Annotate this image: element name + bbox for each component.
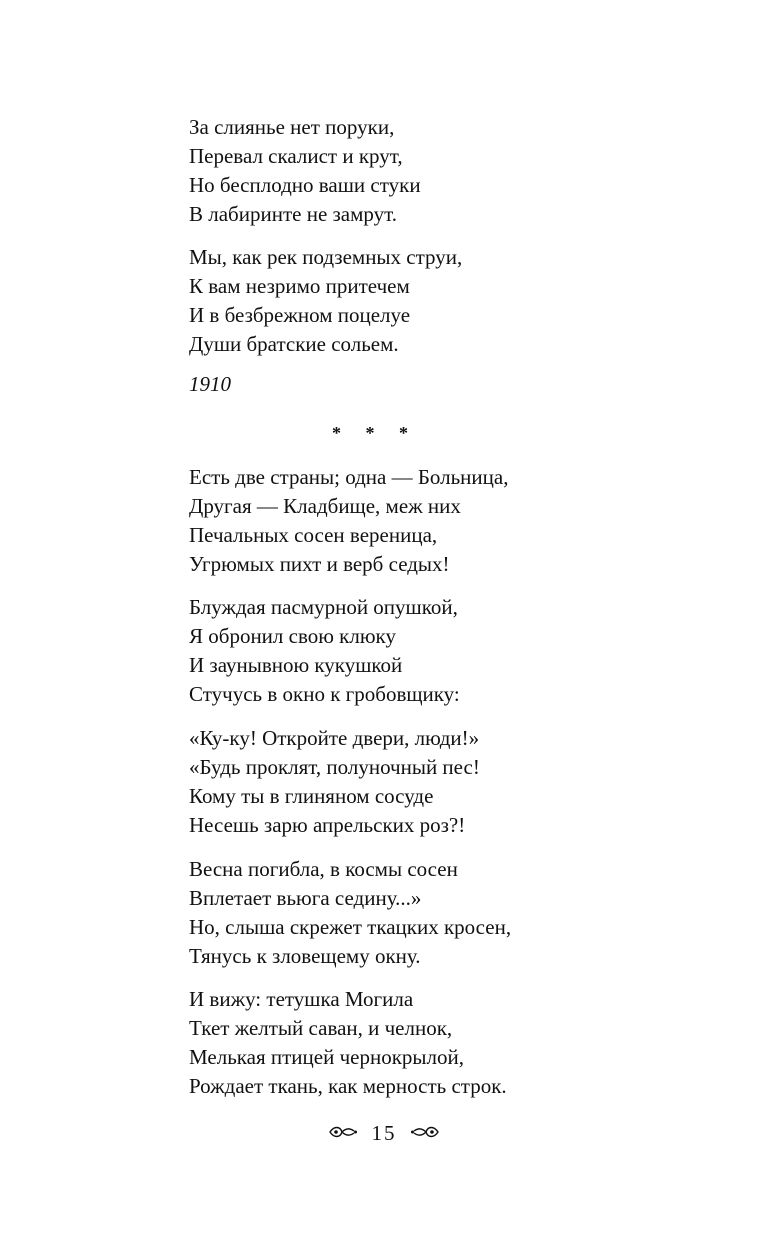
verse-line: Печальных сосен вереница, bbox=[189, 523, 438, 547]
poem-2-stanza-3 bbox=[189, 724, 609, 840]
fleuron-left-icon bbox=[328, 1119, 358, 1148]
poem-1 bbox=[189, 113, 609, 229]
verse-line: Блуждая пасмурной опушкой, bbox=[189, 595, 458, 619]
verse-line: Я обронил свою клюку bbox=[189, 624, 396, 648]
poem-2-stanza-4 bbox=[189, 855, 609, 971]
poem-2-stanza-3-block bbox=[189, 724, 609, 840]
verse-line: И заунывною кукушкой bbox=[189, 653, 403, 677]
verse-line: «Ку-ку! Откройте двери, люди!» bbox=[189, 726, 480, 750]
verse-line: Есть две страны; одна — Больница, bbox=[189, 465, 509, 489]
verse-line: «Будь проклят, полуночный пес! bbox=[189, 755, 480, 779]
poem-2-stanza-2 bbox=[189, 593, 609, 709]
poem-2-stanza-1-block bbox=[189, 463, 609, 579]
verse-line: Несешь зарю апрельских роз?! bbox=[189, 813, 466, 837]
verse-line: К вам незримо притечем bbox=[189, 274, 410, 298]
verse-line: Перевал скалист и крут, bbox=[189, 144, 403, 168]
verse-line: Другая — Кладбище, меж них bbox=[189, 494, 461, 518]
fleuron-right-icon bbox=[410, 1119, 440, 1148]
poem-2-stanza-5-block bbox=[189, 985, 609, 1101]
verse-line: Ткет желтый саван, и челнок, bbox=[189, 1016, 453, 1040]
poem-1-b bbox=[189, 243, 609, 359]
verse-line: Но, слыша скрежет ткацких кросен, bbox=[189, 915, 512, 939]
verse-line: Весна погибла, в космы сосен bbox=[189, 857, 458, 881]
poem-2-stanza-2-block bbox=[189, 593, 609, 709]
verse-line: Стучусь в окно к гробовщику: bbox=[189, 682, 460, 706]
verse-line: Вплетает вьюга седину...» bbox=[189, 886, 422, 910]
poem-1-stanza-1 bbox=[189, 113, 609, 229]
verse-line: И в безбрежном поцелуе bbox=[189, 303, 411, 327]
poem-2-stanza-4-block bbox=[189, 855, 609, 971]
verse-line: Мелькая птицей чернокрылой, bbox=[189, 1045, 464, 1069]
verse-line: Рождает ткань, как мерность строк. bbox=[189, 1074, 507, 1098]
verse-line: И вижу: тетушка Могила bbox=[189, 987, 414, 1011]
poem-2-stanza-1 bbox=[189, 463, 609, 579]
poem-2-stanza-5 bbox=[189, 985, 609, 1101]
verse-line: В лабиринте не замрут. bbox=[189, 202, 397, 226]
page-footer bbox=[0, 1117, 768, 1148]
poem-1-stanza-2 bbox=[189, 243, 609, 359]
verse-line: За слиянье нет поруки, bbox=[189, 115, 395, 139]
poem-date: 1910 bbox=[189, 372, 231, 396]
verse-line: Кому ты в глиняном сосуде bbox=[189, 784, 434, 808]
verse-line: Угрюмых пихт и верб седых! bbox=[189, 552, 450, 576]
verse-line: Мы, как рек подземных струи, bbox=[189, 245, 463, 269]
verse-line: Тянусь к зловещему окну. bbox=[189, 944, 421, 968]
section-separator: * * * bbox=[332, 423, 418, 443]
verse-line: Но бесплодно ваши стуки bbox=[189, 173, 421, 197]
page-number: 15 bbox=[371, 1120, 397, 1145]
verse-line: Души братские сольем. bbox=[189, 332, 399, 356]
